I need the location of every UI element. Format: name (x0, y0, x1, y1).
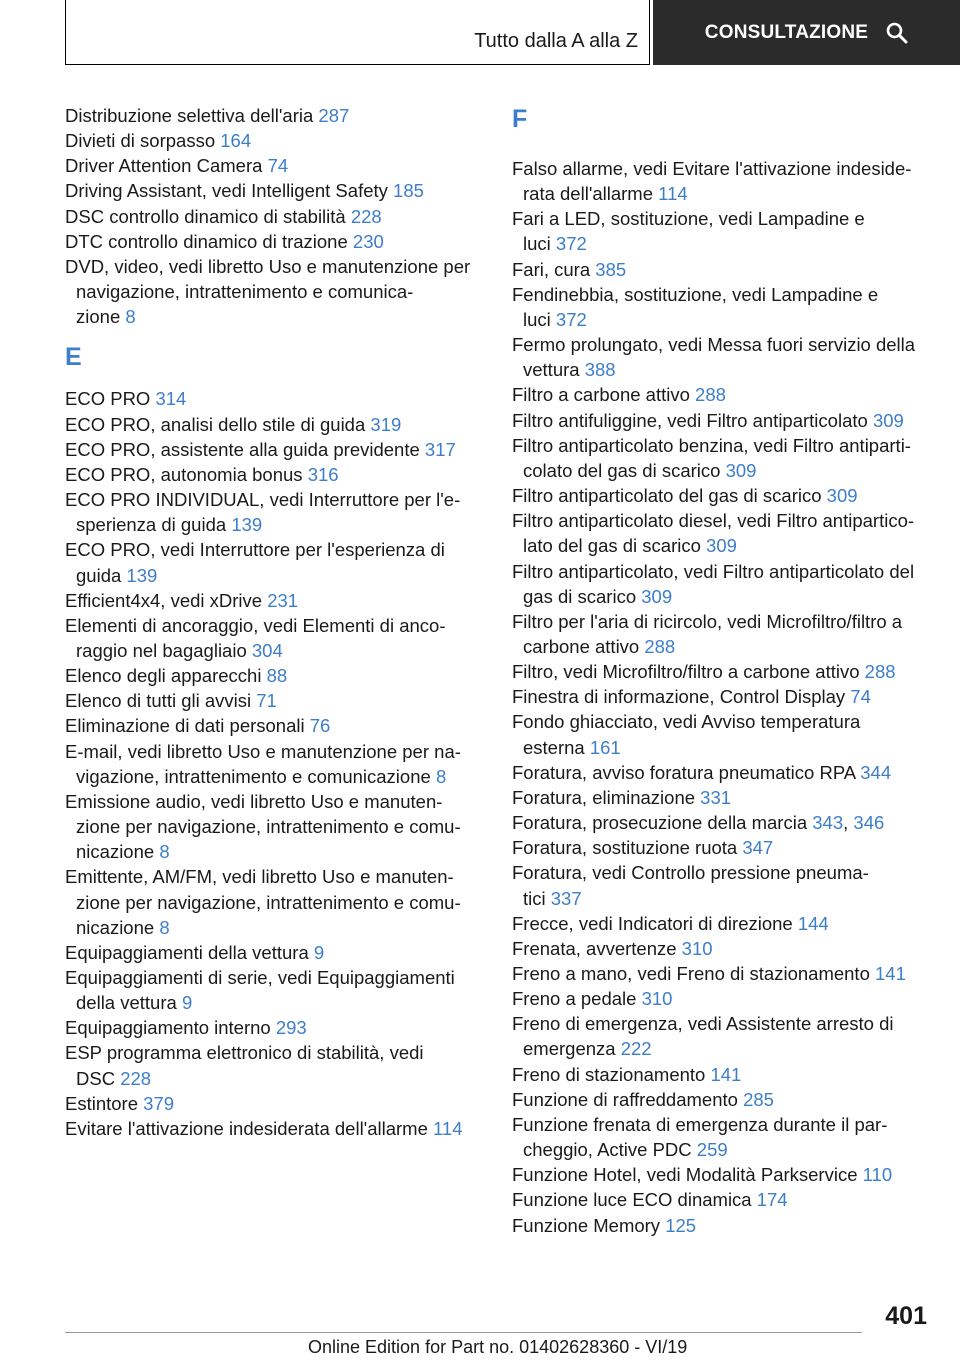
entry-text: DSC controllo dinamico di stabilità (65, 205, 346, 227)
index-entry (512, 785, 932, 810)
entry-text: Filtro per l'aria di ricircolo, vedi Microfiltro/filtro a (512, 610, 903, 632)
index-column-right (512, 103, 932, 1238)
index-entry (512, 433, 932, 483)
section-title: Tutto dalla A alla Z (474, 30, 638, 52)
entry-text: Foratura, avviso foratura pneumatico RPA (512, 761, 856, 783)
page-link[interactable]: 9 (181, 992, 193, 1014)
page-link[interactable]: 385 (595, 258, 627, 280)
page-link[interactable]: 304 (251, 639, 283, 661)
index-entry (512, 382, 932, 407)
index-entry (512, 1062, 932, 1087)
entry-text: nicazione (76, 916, 155, 938)
page-link[interactable]: 344 (860, 761, 892, 783)
entry-text: Fari a LED, sostituzione, vedi Lampadine e (512, 208, 865, 230)
page-link[interactable]: 230 (352, 230, 384, 252)
page-link[interactable]: 139 (231, 514, 263, 536)
tab-label: CONSULTAZIONE (704, 21, 869, 43)
page-link[interactable]: 76 (309, 715, 331, 737)
page-link[interactable]: 337 (550, 887, 582, 909)
index-entry (65, 128, 485, 153)
entry-text: raggio nel bagagliaio (76, 639, 247, 661)
header-left-border (65, 0, 66, 65)
index-entry (65, 1040, 485, 1090)
index-entry (512, 684, 932, 709)
entry-text: Fondo ghiacciato, vedi Avviso temperatura (512, 711, 861, 733)
entry-text: DSC (76, 1067, 116, 1089)
index-entry (512, 835, 932, 860)
entry-text: Finestra di informazione, Control Display (512, 686, 846, 708)
page-link[interactable]: 141 (875, 963, 906, 984)
index-entry (65, 1015, 485, 1040)
entry-text: Filtro antifuliggine, vedi Filtro antiparticolato (512, 409, 868, 431)
index-entry (65, 229, 485, 254)
entry-text: guida (76, 564, 122, 586)
page-link[interactable]: 372 (555, 308, 587, 330)
entry-text: Fendinebbia, sostituzione, vedi Lampadine e (512, 283, 879, 305)
entry-text: emergenza (523, 1038, 616, 1060)
entry-text: Equipaggiamenti di serie, vedi Equipaggiamenti (65, 967, 455, 988)
index-entry (65, 940, 485, 965)
entry-text: Efficient4x4, vedi xDrive (65, 589, 263, 611)
page-link[interactable]: 379 (143, 1092, 175, 1114)
index-entries-e (65, 386, 485, 1141)
entry-text: esterna (523, 736, 585, 758)
magnifier-icon (886, 22, 908, 44)
entry-text: Falso allarme, vedi Evitare l'attivazione indeside‐ (512, 158, 912, 179)
page-link[interactable]: 343 (812, 812, 844, 834)
entry-text: Evitare l'attivazione indesiderata dell'allarme (65, 1117, 428, 1139)
entry-text: Freno di emergenza, vedi Assistente arresto di (512, 1013, 894, 1035)
entry-text: Foratura, prosecuzione della marcia (512, 812, 808, 834)
entry-text: Emissione audio, vedi libretto Uso e manuten‐ (65, 790, 443, 812)
entry-text: nicazione (76, 841, 155, 863)
index-entry (65, 103, 485, 128)
entry-text: ECO PRO, analisi dello stile di guida (65, 413, 366, 435)
entry-text: Freno a pedale (512, 988, 637, 1010)
page-number: 401 (885, 1302, 927, 1330)
page-link[interactable]: 114 (658, 183, 688, 205)
entry-text: zione (76, 306, 121, 328)
page-link[interactable]: 331 (700, 786, 732, 808)
index-entry (65, 487, 485, 537)
entry-text: carbone attivo (523, 635, 640, 657)
entry-text: colato del gas di scarico (523, 459, 721, 481)
header-rule (65, 64, 650, 65)
page-link[interactable]: 88 (266, 665, 288, 687)
index-entry (65, 178, 485, 203)
page-link[interactable]: 110 (862, 1164, 893, 1186)
index-entry (512, 508, 932, 558)
entry-text: ECO PRO, assistente alla guida previdente (65, 438, 420, 460)
entry-text: della vettura (76, 992, 177, 1014)
index-entry (512, 559, 932, 609)
entry-text: rata dell'allarme (523, 183, 654, 205)
page-link[interactable]: 316 (307, 463, 339, 485)
entry-text: Freno a mano, vedi Freno di stazionamento (512, 963, 870, 984)
page-link[interactable]: 8 (125, 306, 136, 328)
page-link[interactable]: 288 (644, 635, 676, 657)
entry-text: Funzione Memory (512, 1214, 661, 1236)
index-entry (512, 332, 932, 382)
entry-text: Filtro a carbone attivo (512, 384, 690, 406)
index-entry (512, 1112, 932, 1162)
index-entry (65, 588, 485, 613)
index-entry (65, 1091, 485, 1116)
page-link[interactable]: 222 (620, 1038, 652, 1060)
index-entries-f (512, 156, 932, 1238)
entry-text: Foratura, sostituzione ruota (512, 837, 738, 859)
page-link[interactable]: 314 (155, 388, 187, 410)
entry-text: ECO PRO, vedi Interruttore per l'esperienza di (65, 539, 445, 561)
entry-text: Driving Assistant, vedi Intelligent Safety (65, 180, 388, 202)
index-entry (65, 663, 485, 688)
index-entry (512, 483, 932, 508)
index-entry (65, 254, 485, 329)
entry-text: Foratura, vedi Controllo pressione pneuma‐ (512, 862, 869, 884)
entry-text: Filtro antiparticolato, vedi Filtro antiparticolato del (512, 560, 915, 582)
page-link[interactable]: 74 (850, 686, 871, 708)
index-entry (65, 713, 485, 738)
index-entry (512, 760, 932, 785)
entry-text: Estintore (65, 1092, 139, 1114)
page-link[interactable]: 8 (159, 841, 170, 863)
entry-text: ECO PRO (65, 388, 151, 410)
page-link[interactable]: 288 (695, 384, 726, 406)
index-entry (512, 206, 932, 256)
entry-text: vigazione, intrattenimento e comunicazione (76, 765, 431, 787)
page-link[interactable]: 8 (435, 765, 447, 787)
index-entry (512, 1187, 932, 1212)
index-entry (65, 204, 485, 229)
entry-text: Elementi di ancoraggio, vedi Elementi di anco‐ (65, 614, 446, 636)
entry-text: DTC controllo dinamico di trazione (65, 230, 348, 252)
entry-text: luci (523, 233, 551, 255)
page-link[interactable]: 231 (267, 589, 299, 611)
entry-text: sperienza di guida (76, 514, 227, 536)
entry-text: Equipaggiamento interno (65, 1017, 271, 1039)
entry-text: Elenco di tutti gli avvisi (65, 690, 252, 712)
index-entry (65, 386, 485, 411)
index-entry (65, 864, 485, 939)
page-link[interactable]: 317 (424, 438, 456, 460)
entry-text: luci (523, 308, 551, 330)
index-entry (65, 412, 485, 437)
index-entry (512, 609, 932, 659)
page-link[interactable]: 228 (120, 1067, 152, 1089)
entry-text: Filtro antiparticolato diesel, vedi Filtro antipartico‐ (512, 510, 915, 532)
index-entry (512, 709, 932, 759)
page-link[interactable]: 174 (756, 1189, 788, 1211)
page-link[interactable]: 161 (589, 736, 621, 758)
index-entry (65, 965, 485, 1015)
index-entry (512, 986, 932, 1011)
entry-text: Driver Attention Camera (65, 155, 263, 177)
entry-text: Funzione luce ECO dinamica (512, 1189, 752, 1211)
entry-text: zione per navigazione, intrattenimento e comu‐ (76, 891, 461, 913)
entry-text: vettura (523, 359, 580, 381)
entry-text: Frecce, vedi Indicatori di direzione (512, 912, 793, 934)
page-link[interactable]: 185 (393, 180, 424, 202)
page-link[interactable]: 71 (256, 690, 277, 712)
entry-text: Eliminazione di dati personali (65, 715, 305, 737)
index-entry (512, 936, 932, 961)
index-entry (65, 789, 485, 864)
page-link[interactable]: 372 (555, 233, 587, 255)
entry-text: E-mail, vedi libretto Uso e manutenzione per na‐ (65, 740, 461, 762)
page-link[interactable]: 164 (220, 130, 252, 152)
index-letter-e: E (65, 343, 82, 372)
index-entry (512, 961, 932, 986)
index-entry (512, 257, 932, 282)
index-entry (512, 1162, 932, 1187)
page-link[interactable]: 309 (826, 485, 858, 507)
page-link[interactable]: 310 (681, 937, 713, 959)
entry-text: Equipaggiamenti della vettura (65, 941, 309, 963)
index-entry (512, 860, 932, 910)
page-link[interactable]: 319 (370, 413, 402, 435)
entry-text: Funzione frenata di emergenza durante il par‐ (512, 1113, 888, 1135)
index-entry (512, 659, 932, 684)
index-entry (512, 911, 932, 936)
index-entry (65, 537, 485, 587)
entry-text: Freno di stazionamento (512, 1063, 706, 1085)
index-entry (512, 156, 932, 206)
page-link[interactable]: 114 (433, 1117, 463, 1139)
footer-rule (65, 1332, 862, 1333)
entry-text: zione per navigazione, intrattenimento e comu‐ (76, 816, 461, 838)
header-right-border (649, 0, 650, 65)
entry-text: navigazione, intrattenimento e comunica‐ (76, 281, 414, 303)
index-entry (65, 153, 485, 178)
page-link[interactable]: 388 (584, 359, 616, 381)
entry-text: lato del gas di scarico (523, 535, 701, 557)
entry-text: ECO PRO, autonomia bonus (65, 463, 303, 485)
page-link[interactable]: 8 (159, 916, 170, 938)
index-column-left (65, 103, 485, 1141)
entry-text: Filtro, vedi Microfiltro/filtro a carbone attivo (512, 661, 860, 683)
index-entry (512, 1087, 932, 1112)
page-link[interactable]: 288 (864, 661, 896, 683)
entry-text: cheggio, Active PDC (523, 1139, 692, 1161)
entry-text: Foratura, eliminazione (512, 786, 696, 808)
entry-text: Distribuzione selettiva dell'aria (65, 105, 314, 126)
page-link[interactable]: 309 (725, 459, 757, 481)
entry-text: Frenata, avvertenze (512, 937, 677, 959)
entry-text: Elenco degli apparecchi (65, 665, 262, 687)
index-entry (65, 739, 485, 789)
index-entry (512, 1011, 932, 1061)
page-link[interactable]: 228 (350, 205, 382, 227)
index-entry (65, 688, 485, 713)
index-entry (512, 1213, 932, 1238)
entry-text: DVD, video, vedi libretto Uso e manutenzione per (65, 255, 471, 277)
index-entry (65, 437, 485, 462)
consultazione-tab[interactable] (653, 0, 960, 65)
entry-text: Filtro antiparticolato benzina, vedi Filtro antiparti‐ (512, 434, 911, 456)
page-link[interactable]: 309 (641, 585, 673, 607)
entry-text: Filtro antiparticolato del gas di scarico (512, 485, 822, 507)
page-link[interactable]: 259 (696, 1139, 728, 1161)
entry-text: Fari, cura (512, 258, 591, 280)
page-link[interactable]: 285 (743, 1088, 774, 1110)
entry-text: Funzione Hotel, vedi Modalità Parkservice (512, 1164, 858, 1186)
entry-text: gas di scarico (523, 585, 637, 607)
footer-edition: Online Edition for Part no. 01402628360 - VI/19 (308, 1337, 688, 1357)
entry-text: Emittente, AM/FM, vedi libretto Uso e manuten‐ (65, 866, 454, 888)
index-entry (65, 613, 485, 663)
index-entries-d (65, 103, 485, 329)
page-link[interactable]: 9 (313, 941, 325, 963)
index-entry (512, 408, 932, 433)
page-link[interactable]: 125 (665, 1214, 697, 1236)
index-entry: Foratura, prosecuzione della marcia 343, 346 (512, 812, 885, 834)
index-entry (65, 462, 485, 487)
entry-text: Fermo prolungato, vedi Messa fuori servizio della (512, 334, 916, 356)
page-link[interactable]: 287 (318, 105, 350, 126)
page-link[interactable]: 293 (275, 1017, 307, 1039)
page-link[interactable]: 309 (706, 535, 737, 557)
page-link[interactable]: 310 (641, 988, 673, 1010)
entry-text: ESP programma elettronico di stabilità, vedi (65, 1042, 424, 1064)
entry-text: Funzione di raffreddamento (512, 1088, 738, 1110)
index-entry (512, 282, 932, 332)
entry-text: ECO PRO INDIVIDUAL, vedi Interruttore per l'e‐ (65, 489, 461, 511)
page-link[interactable]: 74 (267, 155, 289, 177)
page-link[interactable]: 347 (742, 837, 774, 859)
index-entry (65, 1116, 485, 1141)
page-link[interactable]: 144 (797, 912, 829, 934)
entry-text: Divieti di sorpasso (65, 130, 216, 152)
page-link[interactable]: 346 (853, 812, 885, 834)
page-link[interactable]: 309 (872, 409, 904, 431)
index-letter-f: F (512, 105, 528, 133)
page-link[interactable]: 141 (710, 1063, 742, 1085)
page-link[interactable]: 139 (126, 564, 158, 586)
entry-text: tici (523, 887, 546, 909)
